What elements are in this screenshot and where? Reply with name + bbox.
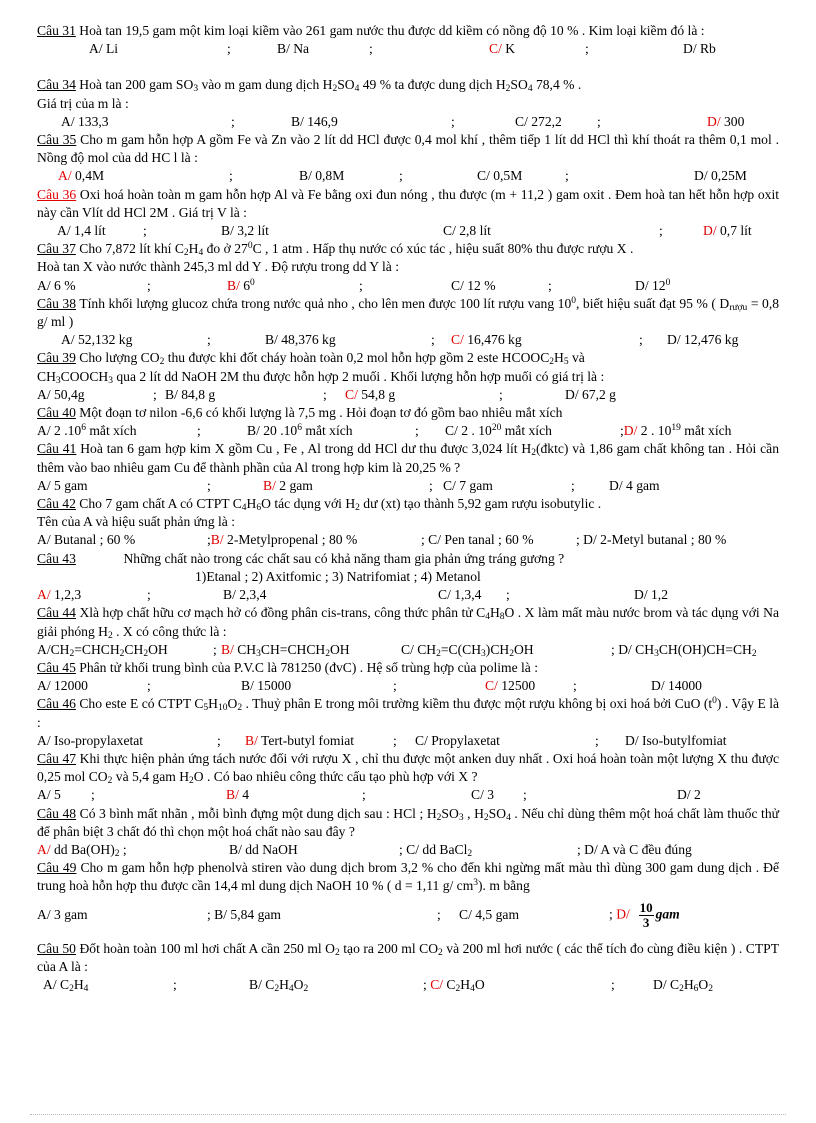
options-50: A/ $C_2H_4$ ; B/ $C_2H_4O_2$ ; C/ $C_2H_4O$ ; D/ $C_2H_6O_2$ xyxy=(43,976,713,994)
option-a: A/ 1,4 lít xyxy=(57,223,106,239)
option-c: C/ 1,3,4 xyxy=(438,587,482,603)
option-c: ; C/ dd BaCl$_2$ xyxy=(399,841,473,859)
option-a: A/ 5 gam xyxy=(37,477,88,493)
option-a: A/ 6 % xyxy=(37,277,76,293)
options-36: A/ 1,4 lít ; B/ 3,2 lít C/ 2,8 lít ; D/ 0,7 lít xyxy=(37,222,779,240)
option-d: D/ $C_2H_6O_2$ xyxy=(653,976,713,994)
question-50: Câu 50 Đốt hoàn toàn 100 ml hơi chất A cần 250 ml $O_2$ tạo ra 200 ml $CO_2$ và 200 ml hơi nước ( các thể tích đo cùng điều kiện ) . CTPT của A là : xyxy=(37,940,779,974)
question-46: Câu 46 Cho este E có CTPT $C_5H_{10}O_2$ . Thuỷ phân E trong môi trường kiềm thu được một rượu không bị oxi hoá bởi CuO $(t^0)$ . Vậy E là : xyxy=(37,696,780,730)
option-d: ; D/ 2-Metyl butanal ; 80 % xyxy=(576,532,727,548)
question-47: Câu 47 Khi thực hiện phản ứng tách nước đối với rượu X , chỉ thu được một anken duy nhất . Oxi hoá hoàn toàn một lượng X thu được 0,25 mol $CO_2$ và 5,4 gam $H_2O$ . Có bao nhiêu công thức cấu tạo phù hợp với X ? xyxy=(37,750,780,787)
question-number: Câu 45 xyxy=(37,659,76,675)
question-number: Câu 38 xyxy=(37,295,77,311)
options-40: A/ 2 $.10^6$ mắt xích ; B/ 20 $.10^6$ mắt xích ; C/ 2 . $10^{20}$ mắt xích ;D/ 2 . $10^{19}$ mắt xích xyxy=(37,422,779,440)
question-40: Câu 40 Một đoạn tơ nilon -6,6 có khối lượng là 7,5 mg . Hỏi đoạn tơ đó gồm bao nhiêu mắt xích xyxy=(37,405,563,421)
option-c: C/ 12500 xyxy=(485,678,536,694)
options-48 xyxy=(37,841,779,859)
option-a: A/ 1,2,3 xyxy=(37,587,82,603)
option-b: B/ 4 xyxy=(226,787,250,803)
option-c: C/ 2,8 lít xyxy=(443,223,491,239)
option-d: D/ Iso-butylfomiat xyxy=(625,732,727,748)
question-number: Câu 44 xyxy=(37,605,76,621)
option-b: B/ 84,8 g xyxy=(165,386,216,402)
question-44: Câu 44 Xlà hợp chất hữu cơ mạch hở có đồng phân cis-trans, công thức phân tử $C_4H_8O$ . X làm mất màu nước brom và tác dụng với Na giải phóng $H_2$ . X có công thức là : xyxy=(37,605,779,641)
options-35: A/ 0,4M ; B/ 0,8M ; C/ 0,5M ; D/ 0,25M xyxy=(37,167,779,185)
option-c: C/ 16,476 kg xyxy=(451,332,522,348)
option-a: A/ 50,4g xyxy=(37,386,85,402)
option-d: D/ 1,2 xyxy=(634,587,668,603)
option-d: D/ 14000 xyxy=(651,678,702,694)
option-b: B/ Tert-butyl fomiat xyxy=(245,732,355,748)
option-c: C/ 0,5M xyxy=(477,168,523,184)
question-49: Câu 49 Cho m gam hỗn hợp phenolvà stiren vào dung dịch brom 3,2 % cho đến khi ngừng mất màu thì dùng 300 gam dung dịch . Để trung hoà hỗn hợp thu được cần 14,4 ml dung dịch NaOH 10 % ( d = 1,11 g/ $cm^3$). m bằng xyxy=(37,860,779,894)
options-39: A/ 50,4g ; B/ 84,8 g ; C/ 54,8 g ; D/ 67,2 g xyxy=(37,386,779,404)
options-46: A/ Iso-propylaxetat ; B/ Tert-butyl fomiat ; C/ Propylaxetat ; D/ Iso-butylfomiat xyxy=(37,732,779,750)
question-number: Câu 42 xyxy=(37,496,76,512)
question-number: Câu 36 xyxy=(37,186,77,202)
option-a: A/ 12000 xyxy=(37,678,88,694)
option-a: A/ dd $Ba(OH)_2$ ; xyxy=(37,841,127,859)
option-c: ; C/ $C_2H_4O$ xyxy=(423,976,485,994)
option-b: B/ 15000 xyxy=(241,678,292,694)
option-b: ;B/ 2-Metylpropenal ; 80 % xyxy=(207,532,358,548)
option-b: B/ 20 $.10^6$ mắt xích xyxy=(247,423,353,439)
option-c: C/ K xyxy=(489,41,516,57)
question-number: Câu 37 xyxy=(37,241,76,257)
option-a: A/ 5 xyxy=(37,787,61,803)
option-d: ; D/ A và C đều đúng xyxy=(577,841,692,857)
question-number: Câu 50 xyxy=(37,940,76,956)
question-35: Câu 35 Cho m gam hỗn hợp A gồm Fe và Zn vào 2 lít dd HCl được 0,4 mol khí , thêm tiếp 1 lít dd HCl thì khí thoát ra thêm 0,1 mol . Nồng độ mol của dd HC l là : xyxy=(37,132,779,166)
question-41: Câu 41 Hoà tan 6 gam hợp kim X gồm Cu , Fe , Al trong dd HCl dư thu được 3,024 lít $H_2(đktc)$ và 1,86 gam chất không tan . Hỏi cần thêm vào bao nhiêu gam Cu để thành phần của Al trong hợp kim là 20,25 % ? xyxy=(37,441,780,475)
option-a: $A/CH_2=CHCH_2CH_2OH$ xyxy=(37,641,168,659)
option-d: ; D/ $CH_3CH(OH)CH=CH_2$ xyxy=(611,641,757,659)
footer-divider xyxy=(30,1114,786,1117)
option-d: D/ Rb xyxy=(683,41,716,57)
option-c: C/ Propylaxetat xyxy=(415,732,500,748)
option-d: D/ 12,476 kg xyxy=(667,332,739,348)
option-d: D/ 0,7 lít xyxy=(703,223,752,239)
question-number: Câu 40 xyxy=(37,405,76,421)
question-34: Câu 34 Hoà tan 200 gam $SO_3$ vào m gam dung dịch $H_2SO_4$ 49 % ta được dung dịch $H_2SO_4$ 78,4 % . xyxy=(37,77,582,95)
question-37: Câu 37 Cho 7,872 lít khí $C_2H_4$ đo ở $27^0C$ , 1 atm . Hấp thụ nước có xúc tác , hiệu suất 80% thu được rượu X . xyxy=(37,241,634,259)
option-c: C/ 54,8 g xyxy=(345,386,396,402)
option-a: A/ Li xyxy=(89,41,119,57)
option-d: D/ 4 gam xyxy=(609,477,660,493)
option-c: C/ 7 gam xyxy=(443,477,493,493)
fraction: $\frac{10}{3}$ xyxy=(639,900,653,931)
option-a: A/ $C_2H_4$ xyxy=(43,976,89,994)
question-39: Câu 39 Cho lượng $CO_2$ thu được khi đốt cháy hoàn toàn 0,2 mol hỗn hợp gồm 2 este $HCOOC_2H_5$ và $CH_3COOCH_3$ qua 2 lít dd NaOH 2M thu được hỗn hợp 2 muối . Khối lượng hỗn hợp muối có giá trị là : xyxy=(37,350,605,386)
option-b: B/ 2,3,4 xyxy=(223,587,267,603)
option-c: C/ 12 % xyxy=(451,277,496,293)
question-number: Câu 43 xyxy=(37,550,76,566)
option-b: B/ 3,2 lít xyxy=(221,223,269,239)
option-b: B/ 48,376 kg xyxy=(265,332,336,348)
options-49: A/ 3 gam ; B/ 5,84 gam ; C/ 4,5 gam ; D/ $\frac{10}{3}$ gam xyxy=(37,900,680,931)
option-b: B/ 2 gam xyxy=(263,477,313,493)
option-c: C/ $CH_2=C(CH_3)CH_2OH$ xyxy=(401,641,534,659)
option-a: A/ 133,3 xyxy=(61,113,109,129)
options-42 xyxy=(37,531,779,549)
question-43: Câu 43 Những chất nào trong các chất sau có khả năng tham gia phản ứng tráng gương ? xyxy=(37,550,565,566)
question-number: Câu 39 xyxy=(37,350,76,366)
option-b: ; B/ 5,84 gam xyxy=(207,907,282,923)
question-48: Câu 48 Có 3 bình mất nhãn , mỗi bình đựng một dung dịch sau : HCl ; $H_2SO_3$ , $H_2SO_4$ . Nếu chỉ dùng thêm một hoá chất làm thuốc thử để phân biệt 3 chất đó thì chọn một hoá chất nào sau đây ? xyxy=(37,805,779,839)
options-37: A/ 6 % ; B/ $6^0$ ; C/ 12 % ; D/ $12^0$ xyxy=(37,277,779,295)
options-45: A/ 12000 ; B/ 15000 ; C/ 12500 ; D/ 14000 xyxy=(37,677,779,695)
question-36: Câu 36 Oxi hoá hoàn toàn m gam hỗn hợp Al và Fe bằng oxi đun nóng , thu được (m + 11,2 ) gam oxit . Đem hoà tan hết hỗn hợp oxit này cần Vlít dd HCl 2M . Giá trị V là : xyxy=(37,186,779,220)
question-38: Câu 38 Tính khối lượng glucoz chứa trong nước quả nho , cho lên men được 100 lít rượu vang $10^0$, biết hiệu suất đạt 95 % ( $D_{rượu} = 0,8$ g/ ml ) xyxy=(37,295,780,330)
options-41: A/ 5 gam ; B/ 2 gam ; C/ 7 gam ; D/ 4 gam xyxy=(37,477,779,495)
question-number: Câu 46 xyxy=(37,696,76,712)
option-d: ;D/ 2 . $10^{19}$ mắt xích xyxy=(620,423,732,439)
question-number: Câu 41 xyxy=(37,441,77,457)
options-47: A/ 5 ; B/ 4 ; C/ 3 ; D/ 2 xyxy=(37,786,779,804)
worksheet: Câu 31 Hoà tan 19,5 gam một kim loại kiềm vào 261 gam nước thu được dd kiềm có nồng độ 10 % . Kim loại kiềm đó là : A/ Li ; B/ Na ; C/ K ; D/ Rb Câu 34 Hoà tan 200 gam $SO_3$ vào m gam dung dịch $H_2SO_4$ 49 % ta được dung dịch $H_2SO_4$ 78,4 % . Giá trị của m là : A/ 133,3 ; B/ 146,9 ; C/ 272,2 ; D/ 300 Câu 35 Cho m gam hỗn hợp A gồm Fe và Zn vào 2 lít dd HCl được 0,4 mol khí , thêm tiếp 1 lít dd HCl thì khí thoát ra thêm 0,1 mol . Nồng độ mol của dd HC l là : A/ 0,4M ; B/ 0,8M ; C/ 0,5M ; D/ 0,25M Câu 36 Oxi hoá hoàn toàn m gam hỗn hợp Al và Fe bằng oxi đun nóng , thu được (m + 11,2 ) gam oxit . Đem hoà tan hết hỗn hợp oxit này cần Vlít dd HCl 2M . Giá trị V là : A/ 1,4 lít ; B/ 3,2 lít C/ 2,8 lít ; D/ 0,7 lít Câu 37 Cho 7,872 lít khí $C_2H_4$ đo ở $27^0C$ , 1 atm . Hấp thụ nước có xúc tác , hiệu suất 80% thu được rượu X . Hoà tan X vào nước thành 245,3 ml dd Y . Độ rượu trong dd Y là : A/ 6 % ; B/ $6^0$ ; C/ 12 % ; D/ $12^0$ Câu 38 Tính khối lượng glucoz chứa trong nước quả nho , cho lên men được 100 lít rượu vang $10^0$, biết hiệu suất đạt 95 % ( $D_{rượu} = 0,8$ g/ ml ) A/ 52,132 kg ; B/ 48,376 kg ; C/ 16,476 kg ; D/ 12,476 kg Câu 39 Cho lượng $CO_2$ thu được khi đốt cháy hoàn toàn 0,2 mol hỗn hợp gồm 2 este $HCOOC_2H_5$ và $CH_3COOCH_3$ qua 2 lít dd NaOH 2M thu được hỗn hợp 2 muối . Khối lượng hỗn hợp muối có giá trị là : A/ 50,4g ; B/ 84,8 g ; C/ 54,8 g ; D/ 67,2 g Câu 40 Một đoạn tơ nilon -6,6 có khối lượng là 7,5 mg . Hỏi đoạn tơ đó gồm bao nhiêu mắt xích A/ 2 $.10^6$ mắt xích ; B/ 20 $.10^6$ mắt xích ; C/ 2 . $10^{20}$ mắt xích ;D/ 2 . $10^{19}$ mắt xích Câu 41 Hoà tan 6 gam hợp kim X gồm Cu , Fe , Al trong dd HCl dư thu được 3,024 lít $H_2(đktc)$ và 1,86 gam chất không tan . Hỏi cần thêm vào bao nhiêu gam Cu để thành phần của Al trong hợp kim là 20,25 % ? A/ 5 gam ; B/ 2 gam ; C/ 7 gam ; D/ 4 gam Câu 42 Cho 7 gam chất A có CTPT $C_4H_6O$ tác dụng với $H_2$ dư (xt) tạo thành 5,92 gam rượu isobutylic . Tên của A và hiệu suất phản ứng là : A/ Butanal ; 60 % ;B/ 2-Metylpropenal ; 80 % ; C/ Pen tanal ; 60 % ; D/ 2-Metyl butanal ; 80 % Câu 43 Những chất nào trong các chất sau có khả năng tham gia phản ứng tráng gương ? 1)Etanal ; 2) Axitfomic ; 3) Natrifomiat ; 4) Metanol A/ 1,2,3 ; B/ 2,3,4 C/ 1,3,4 ; D/ 1,2 Câu 44 Xlà hợp chất hữu cơ mạch hở có đồng phân cis-trans, công thức phân tử $C_4H_8O$ . X làm mất màu nước brom và tác dụng với Na giải phóng $H_2$ . X có công thức là : $A/CH_2=CHCH_2CH_2OH$ ; B/ $CH_3CH=CHCH_2OH$ C/ $CH_2=C(CH_3)CH_2OH$ ; D/ $CH_3CH(OH)CH=CH_2$ Câu 45 Phân tử khối trung bình của P.V.C là 781250 (đvC) . Hệ số trùng hợp của polime là : A/ 12000 ; B/ 15000 ; C/ 12500 ; D/ 14000 Câu 46 Cho este E có CTPT $C_5H_{10}O_2$ . Thuỷ phân E trong môi trường kiềm thu được một rượu không bị oxi hoá bởi CuO $(t^0)$ . Vậy E là : A/ Iso-propylaxetat ; B/ Tert-butyl fomiat ; C/ Propylaxetat ; D/ Iso-butylfomiat Câu 47 Khi thực hiện phản ứng tách nước đối với rượu X , chỉ thu được một anken duy nhất . Oxi hoá hoàn toàn một lượng X thu được 0,25 mol $CO_2$ và 5,4 gam $H_2O$ . Có bao nhiêu công thức cấu tạo phù hợp với X ? A/ 5 ; B/ 4 ; C/ 3 ; D/ 2 Câu 48 Có 3 bình mất nhãn , mỗi bình đựng một dung dịch sau : HCl ; $H_2SO_3$ , $H_2SO_4$ . Nếu chỉ dùng thêm một hoá chất làm thuốc thử để phân biệt 3 chất đó thì chọn một hoá chất nào sau đây ? A/ dd $Ba(OH)_2$ ; B/ dd NaOH ; C/ dd BaCl$_2$ ; D/ A và C đều đúng Câu 49 Cho m gam hỗn hợp phenolvà stiren vào dung dịch brom 3,2 % cho đến khi ngừng mất màu thì dùng 300 gam dung dịch . Để trung hoà hỗn hợp thu được cần 14,4 ml dung dịch NaOH 10 % ( d = 1,11 g/ $cm^3$). m bằng A/ 3 gam ; B/ 5,84 gam ; C/ 4,5 gam ; D/ $\frac{10}{3}$ gam Câu 50 Đốt hoàn toàn 100 ml hơi chất A cần 250 ml $O_2$ tạo ra 200 ml $CO_2$ và 200 ml hơi nước ( các thể tích đo cùng điều kiện ) . CTPT của A là : A/ $C_2H_4$ ; B/ $C_2H_4O_2$ ; C/ $C_2H_4O$ ; D/ $C_2H_6O_2$ xyxy=(37,23,780,994)
question-42: Câu 42 Cho 7 gam chất A có CTPT $C_4H_6O$ tác dụng với $H_2$ dư (xt) tạo thành 5,92 gam rượu isobutylic . xyxy=(37,496,602,514)
options-38: A/ 52,132 kg ; B/ 48,376 kg ; C/ 16,476 kg ; D/ 12,476 kg xyxy=(37,331,779,349)
options-43: A/ 1,2,3 ; B/ 2,3,4 C/ 1,3,4 ; D/ 1,2 xyxy=(37,586,779,604)
option-a: A/ Iso-propylaxetat xyxy=(37,732,144,748)
option-b: B/ Na xyxy=(277,41,310,57)
question-number: Câu 47 xyxy=(37,750,77,766)
option-a: A/ 52,132 kg xyxy=(61,332,133,348)
option-c: ; C/ Pen tanal ; 60 % xyxy=(421,532,534,548)
question-number: Câu 31 xyxy=(37,23,76,38)
option-d: D/ 67,2 g xyxy=(565,386,616,402)
option-d: D/ 300 xyxy=(707,113,745,129)
question-number: Câu 35 xyxy=(37,132,77,148)
option-c: C/ 4,5 gam xyxy=(459,907,520,923)
option-d: ; D/ $\frac{10}{3}$ gam xyxy=(609,900,680,931)
option-a: A/ 0,4M xyxy=(58,168,105,184)
option-c: C/ 272,2 xyxy=(515,113,562,129)
options-31: A/ Li ; B/ Na ; C/ K ; D/ Rb xyxy=(37,40,779,58)
question-45: Câu 45 Phân tử khối trung bình của P.V.C là 781250 (đvC) . Hệ số trùng hợp của polime là : xyxy=(37,659,538,675)
question-number: Câu 34 xyxy=(37,77,76,93)
option-a: A/ 3 gam xyxy=(37,907,88,923)
option-b: B/ dd NaOH xyxy=(229,841,298,857)
option-c: C/ 2 . $10^{20}$ mắt xích xyxy=(445,423,552,439)
question-31: Câu 31 Hoà tan 19,5 gam một kim loại kiềm vào 261 gam nước thu được dd kiềm có nồng độ 10 % . Kim loại kiềm đó là : xyxy=(37,23,705,38)
option-d: D/ $12^0$ xyxy=(635,277,671,293)
options-44: $A/CH_2=CHCH_2CH_2OH$ ; B/ $CH_3CH=CHCH_2OH$ C/ $CH_2=C(CH_3)CH_2OH$ ; D/ $CH_3CH(OH)CH=CH_2$ xyxy=(37,641,757,659)
option-a: A/ 2 $.10^6$ mắt xích xyxy=(37,423,137,439)
option-b: B/ $C_2H_4O_2$ xyxy=(249,976,309,994)
option-c: C/ 3 xyxy=(471,787,495,803)
option-b: B/ $CH_3CH=CHCH_2OH$ xyxy=(221,641,350,659)
question-number: Câu 49 xyxy=(37,860,77,876)
option-d: D/ 0,25M xyxy=(694,168,747,184)
option-b: B/ 146,9 xyxy=(291,113,338,129)
option-b: B/ 0,8M xyxy=(299,168,345,184)
option-b: B/ $6^0$ xyxy=(227,277,255,293)
option-d: D/ 2 xyxy=(677,787,701,803)
question-number: Câu 48 xyxy=(37,805,77,821)
option-a: A/ Butanal ; 60 % xyxy=(37,532,136,548)
options-34: A/ 133,3 ; B/ 146,9 ; C/ 272,2 ; D/ 300 xyxy=(37,113,779,131)
